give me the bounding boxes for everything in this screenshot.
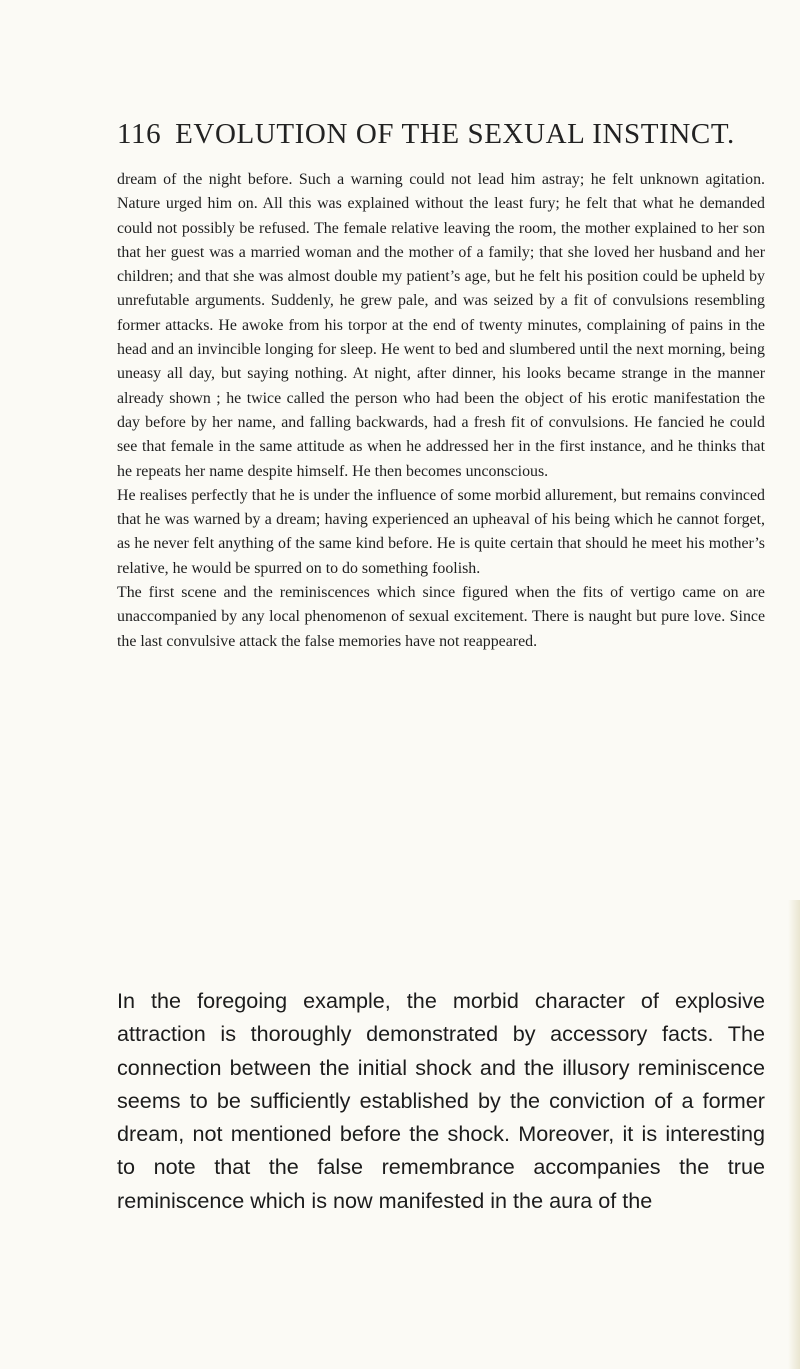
- page-number: 116: [117, 118, 162, 150]
- paragraph: dream of the night before. Such a warning could not lead him astray; he felt unknown agitation. Nature urged him on. All this was explained without the least fury; he felt that what he demanded could not possibly be refused. The female relative leaving the room, the mother explained to her son that her guest was a married woman and the mother of a family; that she loved her husband and her children; and that she was almost double my patient’s age, but he felt his position could be upheld by unrefutable arguments. Suddenly, he grew pale, and was seized by a fit of convulsions resembling former attacks. He awoke from his torpor at the end of twenty minutes, complaining of pains in the head and an invincible longing for sleep. He went to bed and slumbered until the next morning, being uneasy all day, but saying nothing. At night, after dinner, his looks became strange in the manner already shown ; he twice called the person who had been the object of his erotic manifestation the day before by her name, and falling backwards, had a fresh fit of convulsions. He fancied he could see that female in the same attitude as when he addressed her in the first instance, and he thinks that he repeats her name despite himself. He then becomes unconscious.: [117, 171, 765, 480]
- running-title: EVOLUTION OF THE SEXUAL INSTINCT.: [175, 118, 735, 150]
- large-type-text-block: [117, 984, 765, 1217]
- page-edge-shadow: [788, 900, 800, 1369]
- running-header: [117, 118, 735, 151]
- small-type-text-block: [117, 168, 765, 654]
- paragraph: In the foregoing example, the morbid character of explosive attraction is thoroughly demonstrated by accessory facts. The connection between the initial shock and the illusory reminiscence seems to be sufficiently established by the conviction of a former dream, not mentioned before the shock. Moreover, it is interesting to note that the false remembrance accompanies the true reminiscence which is now manifested in the aura of the: [117, 988, 765, 1213]
- paragraph: He realises perfectly that he is under the influence of some morbid allurement, but remains convinced that he was warned by a dream; having experienced an upheaval of his being which he cannot forget, as he never felt anything of the same kind before. He is quite certain that should he meet his mother’s relative, he would be spurred on to do something foolish.: [117, 486, 765, 577]
- paragraph: The first scene and the reminiscences which since figured when the fits of vertigo came on are unaccompanied by any local phenomenon of sexual excitement. There is naught but pure love. Since the last convulsive attack the false memories have not reappeared.: [117, 584, 765, 650]
